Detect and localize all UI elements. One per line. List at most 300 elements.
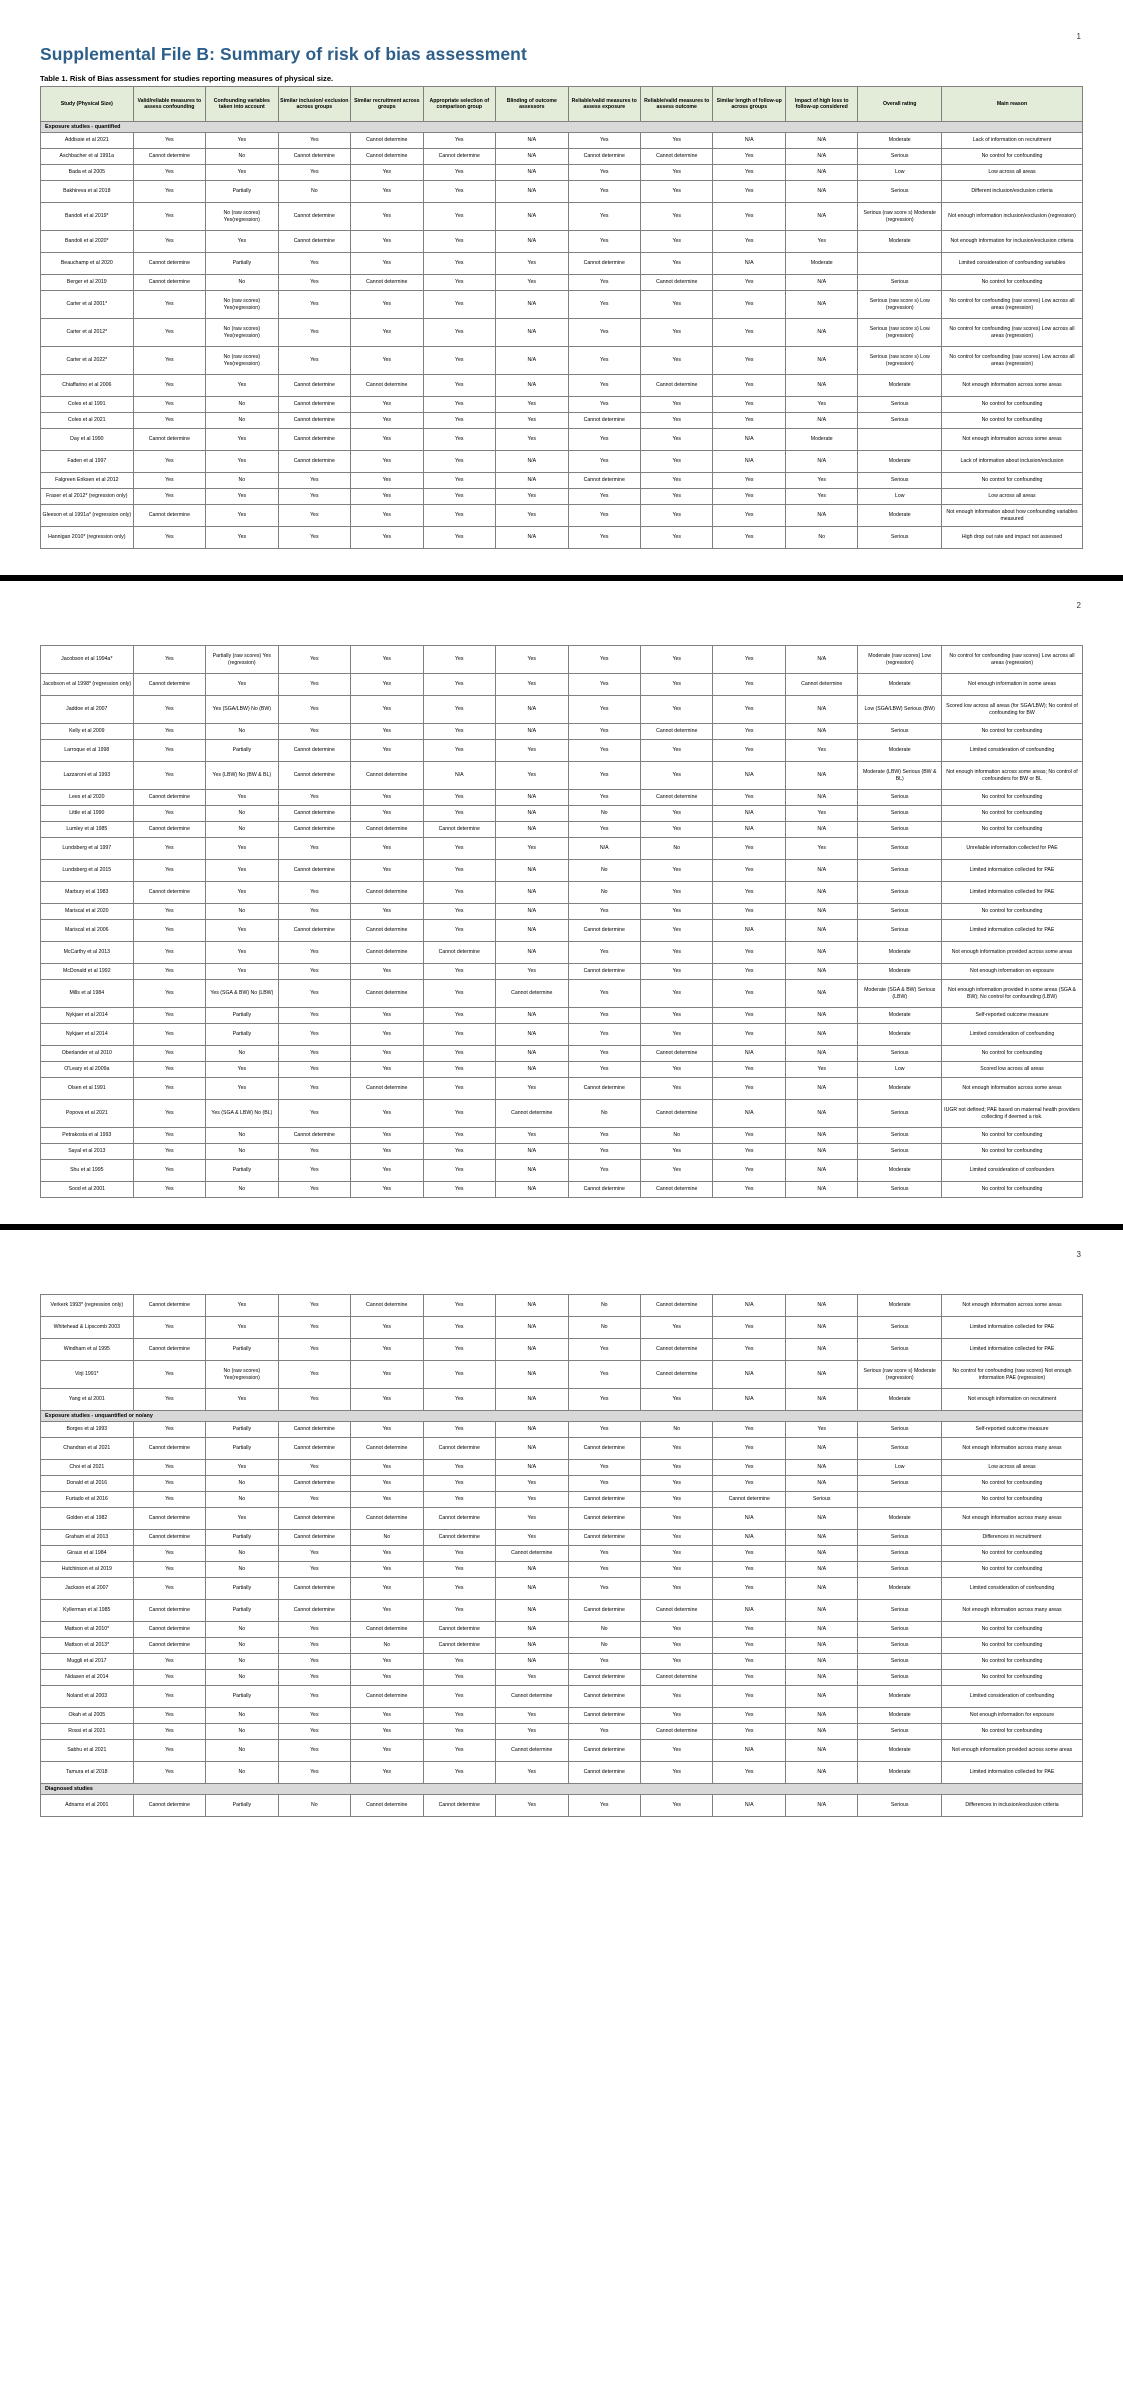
cell-criterion-10: N/A (785, 1686, 857, 1708)
cell-criterion-1: Yes (133, 347, 205, 375)
cell-criterion-3: Cannot determine (278, 806, 350, 822)
cell-main-reason: Not enough information across some areas; No control of confounders for BW or BL (942, 762, 1083, 790)
cell-criterion-8: Yes (641, 674, 713, 696)
table-row (41, 253, 1083, 275)
cell-criterion-6: N/A (496, 724, 568, 740)
cell-criterion-9: Yes (713, 1578, 785, 1600)
cell-criterion-8: Yes (641, 882, 713, 904)
cell-criterion-10: N/A (785, 1100, 857, 1128)
cell-criterion-2: No (raw scores) Yes(regression) (206, 319, 278, 347)
cell-criterion-2: No (206, 806, 278, 822)
cell-study: Giraux et al 1984 (41, 1546, 134, 1562)
cell-criterion-2: No (206, 397, 278, 413)
cell-criterion-8: Yes (641, 1740, 713, 1762)
cell-criterion-7: Yes (568, 375, 640, 397)
cell-criterion-7: No (568, 1295, 640, 1317)
cell-criterion-7: Cannot determine (568, 253, 640, 275)
cell-criterion-6: Yes (496, 1476, 568, 1492)
cell-criterion-1: Yes (133, 1160, 205, 1182)
cell-criterion-2: Yes (206, 1062, 278, 1078)
cell-criterion-3: Cannot determine (278, 1530, 350, 1546)
cell-criterion-6: Yes (496, 964, 568, 980)
cell-criterion-7: Yes (568, 1460, 640, 1476)
cell-criterion-4: Yes (351, 253, 423, 275)
cell-criterion-2: Yes (206, 231, 278, 253)
cell-criterion-4: Yes (351, 1128, 423, 1144)
cell-criterion-7: Cannot determine (568, 1530, 640, 1546)
cell-criterion-6: Yes (496, 253, 568, 275)
cell-criterion-6: N/A (496, 806, 568, 822)
cell-criterion-5: Yes (423, 1160, 495, 1182)
cell-main-reason: No control for confounding (942, 149, 1083, 165)
cell-criterion-9: Yes (713, 1562, 785, 1578)
cell-main-reason: Self-reported outcome measure (942, 1008, 1083, 1024)
cell-criterion-9: Yes (713, 1638, 785, 1654)
cell-criterion-5: Yes (423, 505, 495, 527)
cell-main-reason: No control for confounding (raw scores) Not enough information PAE (regression) (942, 1361, 1083, 1389)
cell-criterion-10: N/A (785, 1740, 857, 1762)
cell-criterion-4: Cannot determine (351, 920, 423, 942)
table-row (41, 1600, 1083, 1622)
table-caption: Table 1. Risk of Bias assessment for studies reporting measures of physical size. (40, 74, 334, 83)
cell-criterion-10: Yes (785, 740, 857, 762)
cell-criterion-6: N/A (496, 1638, 568, 1654)
cell-criterion-8: Yes (641, 1062, 713, 1078)
cell-criterion-4: Yes (351, 1160, 423, 1182)
table-row (41, 319, 1083, 347)
cell-criterion-6: Yes (496, 275, 568, 291)
page-1 (0, 0, 1123, 581)
cell-criterion-10: N/A (785, 1078, 857, 1100)
cell-criterion-1: Yes (133, 1078, 205, 1100)
cell-criterion-10: N/A (785, 203, 857, 231)
cell-criterion-4: Yes (351, 165, 423, 181)
cell-study: Kelly et al 2009 (41, 724, 134, 740)
table-row (41, 489, 1083, 505)
cell-criterion-9: Yes (713, 165, 785, 181)
cell-criterion-8: Yes (641, 527, 713, 549)
cell-criterion-5: Yes (423, 253, 495, 275)
col-header-main-reason: Main reason (942, 87, 1083, 122)
table-row (41, 275, 1083, 291)
cell-criterion-9: Yes (713, 397, 785, 413)
cell-criterion-5: Yes (423, 1546, 495, 1562)
cell-criterion-1: Yes (133, 1008, 205, 1024)
cell-criterion-9: Yes (713, 1160, 785, 1182)
cell-criterion-7: Yes (568, 762, 640, 790)
cell-criterion-1: Cannot determine (133, 1530, 205, 1546)
cell-criterion-5: Yes (423, 1654, 495, 1670)
cell-criterion-8: Cannot determine (641, 275, 713, 291)
cell-criterion-7: Cannot determine (568, 1686, 640, 1708)
cell-main-reason: No control for confounding (942, 1128, 1083, 1144)
cell-criterion-1: Yes (133, 838, 205, 860)
cell-criterion-6: N/A (496, 451, 568, 473)
table-row (41, 860, 1083, 882)
cell-criterion-6: Yes (496, 1128, 568, 1144)
cell-criterion-1: Yes (133, 133, 205, 149)
cell-criterion-8: Yes (641, 1546, 713, 1562)
cell-criterion-5: Cannot determine (423, 1508, 495, 1530)
cell-study: Nykjaer et al 2014 (41, 1024, 134, 1046)
cell-overall-rating: Serious (858, 1144, 942, 1160)
cell-criterion-1: Yes (133, 646, 205, 674)
cell-overall-rating: Serious (858, 1670, 942, 1686)
cell-criterion-7: No (568, 1100, 640, 1128)
cell-criterion-4: Yes (351, 203, 423, 231)
cell-overall-rating: Serious (858, 397, 942, 413)
cell-criterion-10: N/A (785, 822, 857, 838)
cell-criterion-3: Yes (278, 1295, 350, 1317)
cell-study: Jacobson et al 1994a* (41, 646, 134, 674)
cell-criterion-6: Yes (496, 1508, 568, 1530)
cell-criterion-1: Yes (133, 1389, 205, 1411)
cell-main-reason: No control for confounding (942, 790, 1083, 806)
table-row (41, 1708, 1083, 1724)
cell-criterion-7: Yes (568, 980, 640, 1008)
table-row (41, 165, 1083, 181)
cell-criterion-3: Yes (278, 1078, 350, 1100)
cell-criterion-4: Yes (351, 1144, 423, 1160)
cell-criterion-1: Yes (133, 413, 205, 429)
cell-criterion-10: N/A (785, 1762, 857, 1784)
cell-criterion-2: No (206, 1182, 278, 1198)
cell-study: Coles et al 1991 (41, 397, 134, 413)
cell-criterion-2: Partially (206, 1578, 278, 1600)
cell-criterion-10: Serious (785, 1492, 857, 1508)
cell-criterion-5: Yes (423, 696, 495, 724)
cell-criterion-6: N/A (496, 203, 568, 231)
cell-criterion-5: Yes (423, 1339, 495, 1361)
cell-criterion-6: Yes (496, 1530, 568, 1546)
cell-criterion-9: Yes (713, 838, 785, 860)
cell-criterion-3: Yes (278, 1740, 350, 1762)
cell-criterion-9: Yes (713, 1654, 785, 1670)
cell-criterion-7: Yes (568, 1389, 640, 1411)
cell-main-reason: No control for confounding (raw scores) Low across all areas (regression) (942, 319, 1083, 347)
cell-criterion-9: Yes (713, 275, 785, 291)
cell-criterion-8: Yes (641, 1144, 713, 1160)
table-row (41, 1622, 1083, 1638)
cell-criterion-3: Yes (278, 1654, 350, 1670)
cell-criterion-10: N/A (785, 1361, 857, 1389)
cell-criterion-7: Cannot determine (568, 964, 640, 980)
cell-criterion-2: Yes (206, 882, 278, 904)
cell-criterion-5: Yes (423, 740, 495, 762)
table-row (41, 451, 1083, 473)
cell-criterion-3: Yes (278, 1762, 350, 1784)
cell-criterion-8: No (641, 1128, 713, 1144)
cell-criterion-4: Cannot determine (351, 275, 423, 291)
cell-criterion-1: Yes (133, 1654, 205, 1670)
cell-main-reason: No control for confounding (raw scores) Low across all areas (regression) (942, 347, 1083, 375)
cell-criterion-5: Yes (423, 413, 495, 429)
cell-criterion-3: Cannot determine (278, 429, 350, 451)
table-row (41, 1295, 1083, 1317)
cell-criterion-1: Yes (133, 860, 205, 882)
col-header-exposure-measures: Reliable/valid measures to assess exposure (568, 87, 640, 122)
cell-criterion-2: Partially (206, 1438, 278, 1460)
cell-criterion-1: Yes (133, 1740, 205, 1762)
cell-overall-rating: Serious (858, 1182, 942, 1198)
cell-study: Chiaffarino et al 2006 (41, 375, 134, 397)
col-header-overall-rating: Overall rating (858, 87, 942, 122)
col-header-loss-followup: Impact of high loss to follow-up considered (785, 87, 857, 122)
cell-criterion-9: Yes (713, 1128, 785, 1144)
cell-criterion-9: Yes (713, 724, 785, 740)
cell-criterion-9: Yes (713, 1339, 785, 1361)
cell-criterion-7: Yes (568, 275, 640, 291)
cell-overall-rating: Moderate (858, 1578, 942, 1600)
cell-criterion-4: Yes (351, 806, 423, 822)
cell-main-reason: Limited consideration of confounding (942, 740, 1083, 762)
cell-criterion-1: Cannot determine (133, 882, 205, 904)
cell-main-reason: Not enough information provided across some areas (942, 942, 1083, 964)
cell-criterion-5: Yes (423, 203, 495, 231)
table-row (41, 1670, 1083, 1686)
cell-criterion-10: N/A (785, 1530, 857, 1546)
table-row (41, 473, 1083, 489)
cell-criterion-3: Yes (278, 291, 350, 319)
section-label: Exposure studies - unquantified or no/any (41, 1411, 1083, 1422)
cell-overall-rating (858, 429, 942, 451)
cell-main-reason: Not enough information on exposure (942, 964, 1083, 980)
cell-criterion-7: Yes (568, 1476, 640, 1492)
cell-criterion-4: Yes (351, 1578, 423, 1600)
cell-criterion-6: N/A (496, 920, 568, 942)
cell-criterion-9: Yes (713, 319, 785, 347)
cell-criterion-4: Yes (351, 1008, 423, 1024)
cell-criterion-4: Yes (351, 1024, 423, 1046)
table-row (41, 505, 1083, 527)
cell-overall-rating: Serious (858, 838, 942, 860)
cell-criterion-1: Yes (133, 165, 205, 181)
cell-main-reason: Limited information collected for PAE (942, 920, 1083, 942)
cell-criterion-9: N/A (713, 451, 785, 473)
cell-criterion-2: Yes (206, 429, 278, 451)
cell-criterion-3: Yes (278, 882, 350, 904)
cell-study: Virji 1991* (41, 1361, 134, 1389)
cell-criterion-3: Cannot determine (278, 762, 350, 790)
cell-criterion-4: Yes (351, 291, 423, 319)
cell-overall-rating: Serious (858, 1438, 942, 1460)
cell-criterion-1: Yes (133, 1128, 205, 1144)
cell-criterion-4: Yes (351, 1339, 423, 1361)
cell-criterion-1: Yes (133, 231, 205, 253)
cell-criterion-4: Yes (351, 860, 423, 882)
cell-overall-rating: Serious (858, 806, 942, 822)
cell-criterion-8: Cannot determine (641, 724, 713, 740)
cell-criterion-5: Yes (423, 1460, 495, 1476)
cell-criterion-10: N/A (785, 1600, 857, 1622)
cell-criterion-8: Yes (641, 1389, 713, 1411)
cell-study: Marbury et al 1983 (41, 882, 134, 904)
cell-criterion-5: Yes (423, 904, 495, 920)
cell-criterion-1: Yes (133, 1492, 205, 1508)
cell-criterion-7: Yes (568, 674, 640, 696)
cell-study: Bandoli et al 2020* (41, 231, 134, 253)
cell-overall-rating: Moderate (858, 1295, 942, 1317)
cell-overall-rating: Serious (858, 724, 942, 740)
cell-criterion-10: N/A (785, 1008, 857, 1024)
cell-study: Yang et al 2001 (41, 1389, 134, 1411)
cell-criterion-2: No (206, 1546, 278, 1562)
cell-criterion-2: Yes (206, 942, 278, 964)
cell-criterion-7: Yes (568, 1422, 640, 1438)
cell-criterion-1: Yes (133, 920, 205, 942)
cell-criterion-8: Cannot determine (641, 1600, 713, 1622)
col-header-study: Study (Physical Size) (41, 87, 134, 122)
cell-overall-rating: Moderate (858, 451, 942, 473)
cell-criterion-7: No (568, 1317, 640, 1339)
cell-criterion-2: Yes (206, 920, 278, 942)
cell-overall-rating: Low (858, 1460, 942, 1476)
cell-criterion-3: Cannot determine (278, 1422, 350, 1438)
cell-main-reason: Differences in recruitment (942, 1530, 1083, 1546)
cell-study: Falgreen Eriksen et al 2012 (41, 473, 134, 489)
cell-study: Berger et al 2019 (41, 275, 134, 291)
cell-criterion-6: N/A (496, 882, 568, 904)
cell-overall-rating: Serious (858, 1654, 942, 1670)
cell-criterion-3: Yes (278, 1389, 350, 1411)
cell-main-reason: Limited consideration of confounding (942, 1578, 1083, 1600)
cell-criterion-4: Cannot determine (351, 1508, 423, 1530)
cell-main-reason: No control for confounding (942, 1476, 1083, 1492)
cell-criterion-10: N/A (785, 1578, 857, 1600)
cell-criterion-6: N/A (496, 1562, 568, 1578)
table-row (41, 1144, 1083, 1160)
cell-criterion-6: N/A (496, 1339, 568, 1361)
cell-criterion-5: Cannot determine (423, 1622, 495, 1638)
cell-criterion-8: Yes (641, 1008, 713, 1024)
cell-study: McDonald et al 1992 (41, 964, 134, 980)
cell-criterion-6: N/A (496, 1295, 568, 1317)
cell-criterion-4: Yes (351, 1740, 423, 1762)
cell-criterion-1: Yes (133, 451, 205, 473)
cell-criterion-7: Cannot determine (568, 1438, 640, 1460)
cell-criterion-5: Yes (423, 291, 495, 319)
table-row (41, 1389, 1083, 1411)
cell-criterion-7: Cannot determine (568, 1670, 640, 1686)
cell-criterion-4: Yes (351, 964, 423, 980)
cell-main-reason: Not enough information for inclusion/exclusion criteria (942, 231, 1083, 253)
cell-overall-rating: Low (858, 1062, 942, 1078)
cell-criterion-10: No (785, 527, 857, 549)
cell-main-reason: Lack of information about inclusion/exclusion (942, 451, 1083, 473)
cell-overall-rating: Serious (858, 527, 942, 549)
cell-criterion-3: Yes (278, 790, 350, 806)
cell-criterion-6: Yes (496, 505, 568, 527)
cell-criterion-9: Yes (713, 980, 785, 1008)
cell-criterion-4: Yes (351, 1724, 423, 1740)
cell-criterion-10: N/A (785, 646, 857, 674)
cell-criterion-3: Cannot determine (278, 1128, 350, 1144)
cell-criterion-9: Yes (713, 1438, 785, 1460)
cell-criterion-5: Yes (423, 489, 495, 505)
cell-main-reason: No control for confounding (942, 904, 1083, 920)
cell-main-reason: Limited consideration of confounders (942, 1160, 1083, 1182)
cell-criterion-2: Partially (206, 1600, 278, 1622)
cell-criterion-7: Cannot determine (568, 1600, 640, 1622)
cell-main-reason: Differences in inclusion/exclusion criteria (942, 1795, 1083, 1817)
cell-criterion-3: Yes (278, 904, 350, 920)
cell-criterion-9: Yes (713, 1062, 785, 1078)
cell-criterion-3: Yes (278, 1562, 350, 1578)
cell-criterion-8: Yes (641, 1654, 713, 1670)
cell-criterion-1: Cannot determine (133, 1295, 205, 1317)
cell-overall-rating: Moderate (858, 1708, 942, 1724)
cell-criterion-4: Yes (351, 1317, 423, 1339)
cell-overall-rating: Serious (858, 1530, 942, 1546)
cell-criterion-3: Cannot determine (278, 1578, 350, 1600)
cell-criterion-10: N/A (785, 1317, 857, 1339)
cell-criterion-2: Partially (206, 1339, 278, 1361)
cell-criterion-10: N/A (785, 291, 857, 319)
cell-criterion-8: Yes (641, 646, 713, 674)
cell-criterion-3: No (278, 1795, 350, 1817)
cell-criterion-4: Yes (351, 505, 423, 527)
table-row (41, 1339, 1083, 1361)
cell-overall-rating: Low (SGA/LBW) Serious (BW) (858, 696, 942, 724)
cell-criterion-9: N/A (713, 1508, 785, 1530)
cell-criterion-10: N/A (785, 451, 857, 473)
cell-criterion-3: Cannot determine (278, 1438, 350, 1460)
cell-study: Mariscal et al 2020 (41, 904, 134, 920)
cell-overall-rating: Serious (858, 1600, 942, 1622)
cell-criterion-1: Cannot determine (133, 253, 205, 275)
table-row (41, 291, 1083, 319)
cell-criterion-3: Yes (278, 1546, 350, 1562)
cell-study: Shu et al 1995 (41, 1160, 134, 1182)
cell-criterion-3: Cannot determine (278, 203, 350, 231)
cell-study: Sayal et al 2013 (41, 1144, 134, 1160)
cell-criterion-4: Cannot determine (351, 980, 423, 1008)
cell-overall-rating: Serious (858, 181, 942, 203)
cell-criterion-10: Yes (785, 489, 857, 505)
cell-criterion-9: Yes (713, 1686, 785, 1708)
cell-criterion-7: Yes (568, 347, 640, 375)
cell-criterion-3: Yes (278, 319, 350, 347)
cell-criterion-6: N/A (496, 1460, 568, 1476)
cell-criterion-1: Yes (133, 473, 205, 489)
cell-criterion-2: Partially (206, 253, 278, 275)
cell-criterion-7: Yes (568, 133, 640, 149)
table-row (41, 413, 1083, 429)
table-row (41, 1361, 1083, 1389)
cell-overall-rating: Serious (858, 822, 942, 838)
cell-criterion-5: Yes (423, 1182, 495, 1198)
cell-criterion-10: N/A (785, 1638, 857, 1654)
cell-main-reason: Not enough information provided across some areas (942, 1740, 1083, 1762)
cell-study: Okah et al 2005 (41, 1708, 134, 1724)
cell-criterion-8: Yes (641, 762, 713, 790)
table-row (41, 920, 1083, 942)
cell-criterion-10: N/A (785, 1476, 857, 1492)
table-row (41, 1024, 1083, 1046)
cell-criterion-8: Yes (641, 1438, 713, 1460)
page-number-1: 1 (1076, 32, 1081, 41)
cell-criterion-8: Yes (641, 806, 713, 822)
cell-study: Lundsberg et al 2015 (41, 860, 134, 882)
table-row (41, 762, 1083, 790)
cell-criterion-9: Cannot determine (713, 1492, 785, 1508)
cell-criterion-8: Yes (641, 1708, 713, 1724)
cell-criterion-5: Yes (423, 375, 495, 397)
cell-criterion-8: Yes (641, 489, 713, 505)
cell-criterion-2: No (206, 1654, 278, 1670)
cell-criterion-2: No (206, 1708, 278, 1724)
cell-criterion-4: Yes (351, 413, 423, 429)
